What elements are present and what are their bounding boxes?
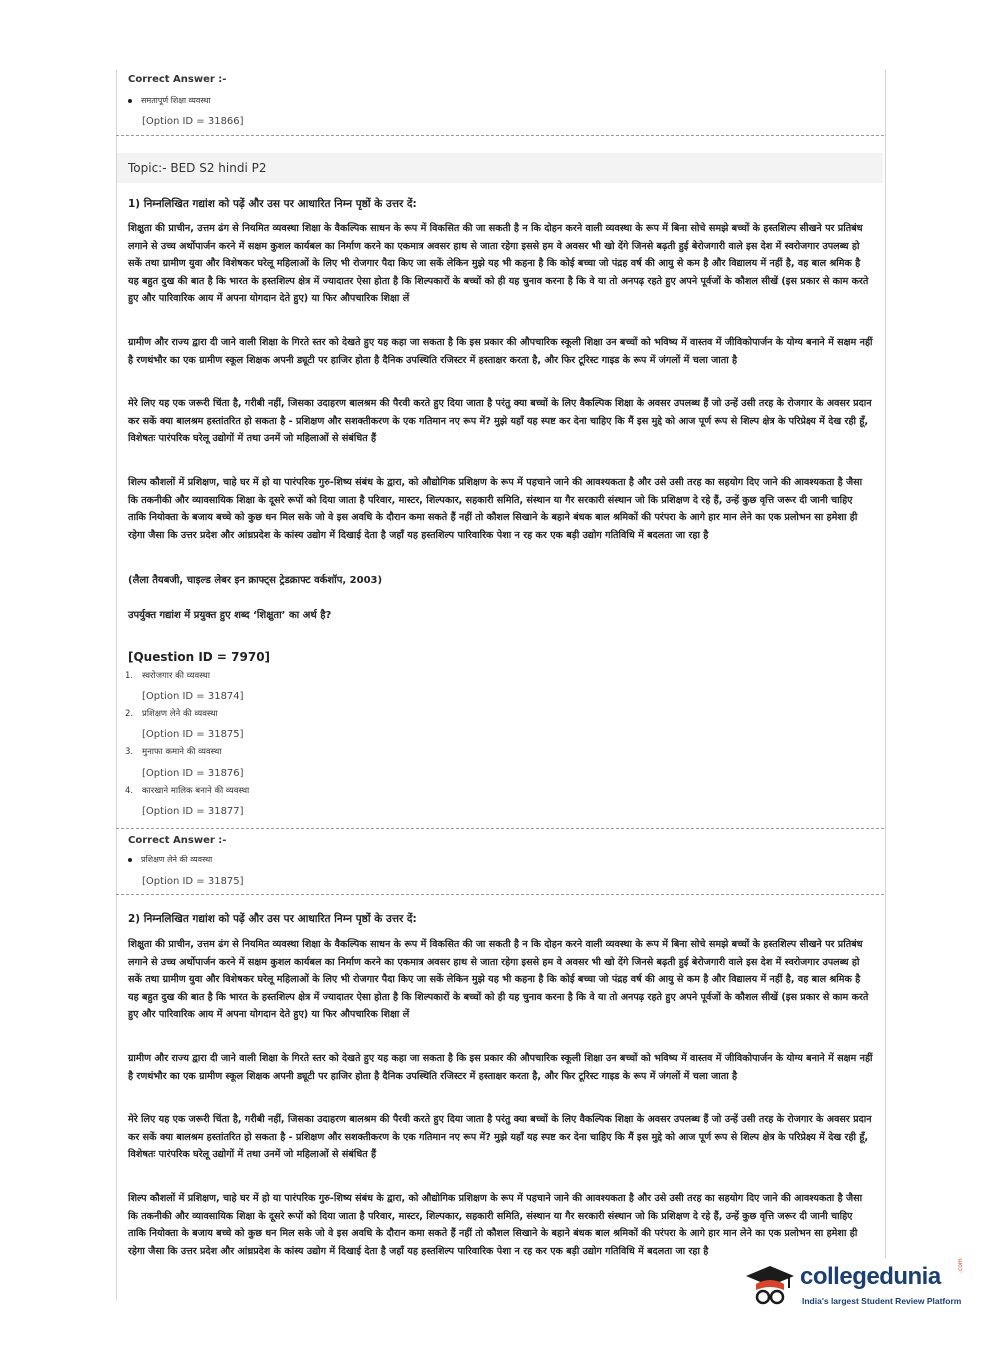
question-1-heading: 1) निम्नलिखित गद्यांश को पढ़ें और उस पर आधारित निम्न पृष्ठों के उत्तर दें: — [128, 198, 417, 210]
question-2-heading: 2) निम्नलिखित गद्यांश को पढ़ें और उस पर आधारित निम्न पृष्ठों के उत्तर दें: — [128, 913, 417, 925]
topic-title: Topic:- BED S2 hindi P2 — [128, 161, 267, 175]
question-1-text: उपर्युक्त गद्यांश में प्रयुक्त हुए शब्द ‘शिक्षुता’ का अर्थ है? — [128, 610, 332, 621]
option-1 — [125, 670, 210, 681]
option-number: 4. — [125, 786, 134, 796]
bullet-icon — [128, 99, 132, 103]
correct-answer-item — [128, 95, 211, 106]
option-3-id: [Option ID = 31876] — [142, 768, 244, 779]
question-1-paragraph: शिल्प कौशलों में प्रशिक्षण, चाहे घर में हो या पारंपरिक गुरु-शिष्य संबंध के द्वारा, को औद्योगिक प्रशिक्षण के रूप में पहचाने जाने की आवश्यकता है और उसे उसी तरह का सहयोग दिए जाने की आवश्यकता है जैसा कि तकनीकी और व्यावसायिक शिक्षा के दूसरे रूपों को दिया जाता है परिवार, मास्टर, शिल्पकार, सहकारी समिति, संस्थान या गैर सरकारी संस्थान जो कि प्रशिक्षण दे रहे हैं, उन्हें कुछ वृत्ति जरूर दी जानी चाहिए ताकि नियोक्ता के बजाय बच्चे को कुछ धन मिल सके जो वे इस अवधि के दौरान कमा सकते हैं नहीं तो कौशल सिखाने के बहाने बंधक बाल श्रमिकों की परंपरा के आगे हार मान लेने का एक प्रलोभन सा हमेशा ही रहेगा जैसा कि उत्तर प्रदेश और आंध्रप्रदेश के कांस्य उद्योग में दिखाई देता है जहाँ यह हस्तशिल्प पारिवारिक पेशा न रह कर एक बड़ी उद्योग गतिविधि में बदलता जा रहा है — [128, 477, 863, 541]
bullet-icon — [128, 858, 132, 862]
question-2-paragraph: शिक्षुता की प्राचीन, उत्तम ढंग से नियमित व्यवस्था शिक्षा के वैकल्पिक साधन के रूप में विकसित की जा सकती है न कि दोहन करने वाली व्यवस्था के रूप में बिना सोचे समझे बच्चों के हस्तशिल्प सीखने पर प्रतिबंध लगाने से उच्च अर्थोपार्जन करने में सक्षम कुशल कार्यबल का निर्माण करने का एकमात्र अवसर हाथ से जाता रहेगा इससे हम वे अवसर भी खो देंगे जिनसे बढ़ती हुई बेरोजगारी वाले इस देश में स्वरोजगार उपलब्ध हो सकें तथा ग्रामीण युवा और विशेषकर घरेलू महिलाओं के लिए भी रोजगार पैदा किए जा सकें लेकिन मुझे यह भी कहना है कि कोई बच्चा जो पंद्रह वर्ष की आयु से कम है और विद्यालय में नहीं है, वह बाल श्रमिक है यह बहुत दुख की बात है कि भारत के हस्तशिल्प क्षेत्र में ज्यादातर ऐसा होता है कि शिल्पकारों के बच्चों को ही यह चुनाव करना है कि वे या तो अनपढ़ रहते हुए अपने पूर्वजों के कौशल सीखें (इस प्रकार से काम करते हुए और पारिवारिक आय में अपना योगदान देते हुए) या फिर औपचारिक शिक्षा लें — [128, 939, 869, 1021]
option-2-id: [Option ID = 31875] — [142, 729, 244, 740]
option-3 — [125, 746, 221, 757]
question-1-id: [Question ID = 7970] — [128, 650, 271, 664]
question-2-paragraph: मेरे लिए यह एक जरूरी चिंता है, गरीबी नहीं, जिसका उदाहरण बालश्रम की पैरवी करते हुए दिया जाता है परंतु क्या बच्चों के लिए वैकल्पिक शिक्षा के अवसर उपलब्ध हैं जो उन्हें उसी तरह के रोजगार के अवसर प्रदान कर सकें क्या बालश्रम हस्तांतरित हो सकता है - प्रशिक्षण और सशक्तीकरण के एक गतिमान नए रूप में? मुझे यहाँ यह स्पष्ट कर देना चाहिए कि मैं इस मुद्दे को आज पूर्ण रूप से शिल्प क्षेत्र के परिप्रेक्ष्य में देख रही हूँ, विशेषतः पारंपरिक घरेलू उद्योगों में तथा उनमें जो महिलाओं से संबंधित हैं — [128, 1114, 872, 1161]
option-text: स्वरोजगार की व्यवस्था — [142, 671, 210, 681]
option-text: कारखाने मालिक बनाने की व्यवस्था — [142, 786, 250, 796]
option-text: मुनाफा कमाने की व्यवस्था — [142, 747, 222, 757]
divider — [116, 894, 884, 895]
question-2-paragraph: शिल्प कौशलों में प्रशिक्षण, चाहे घर में हो या पारंपरिक गुरु-शिष्य संबंध के द्वारा, को औद्योगिक प्रशिक्षण के रूप में पहचाने जाने की आवश्यकता है और उसे उसी तरह का सहयोग दिए जाने की आवश्यकता है जैसा कि तकनीकी और व्यावसायिक शिक्षा के दूसरे रूपों को दिया जाता है परिवार, मास्टर, शिल्पकार, सहकारी समिति, संस्थान या गैर सरकारी संस्थान जो कि प्रशिक्षण दे रहे हैं, उन्हें कुछ वृत्ति जरूर दी जानी चाहिए ताकि नियोक्ता के बजाय बच्चे को कुछ धन मिल सके जो वे इस अवधि के दौरान कमा सकते हैं नहीं तो कौशल सिखाने के बहाने बंधक बाल श्रमिकों की परंपरा के आगे हार मान लेने का एक प्रलोभन सा हमेशा ही रहेगा जैसा कि उत्तर प्रदेश और आंध्रप्रदेश के कांस्य उद्योग में दिखाई देता है जहाँ यह हस्तशिल्प पारिवारिक पेशा न रह कर एक बड़ी उद्योग गतिविधि में बदलता जा रहा है — [128, 1193, 863, 1257]
collegedunia-logo — [744, 1258, 969, 1320]
question-1-citation: (लैला तैयबजी, चाइल्ड लेबर इन क्राफ्ट्स ट्रेडक्राफ्ट वर्कशॉप, 2003) — [128, 575, 383, 586]
question-1-paragraph: मेरे लिए यह एक जरूरी चिंता है, गरीबी नहीं, जिसका उदाहरण बालश्रम की पैरवी करते हुए दिया जाता है परंतु क्या बच्चों के लिए वैकल्पिक शिक्षा के अवसर उपलब्ध हैं जो उन्हें उसी तरह के रोजगार के अवसर प्रदान कर सकें क्या बालश्रम हस्तांतरित हो सकता है - प्रशिक्षण और सशक्तीकरण के एक गतिमान नए रूप में? मुझे यहाँ यह स्पष्ट कर देना चाहिए कि मैं इस मुद्दे को आज पूर्ण रूप से शिल्प क्षेत्र के परिप्रेक्ष्य में देख रही हूँ, विशेषतः पारंपरिक घरेलू उद्योगों में तथा उनमें जो महिलाओं से संबंधित हैं — [128, 398, 872, 445]
correct-answer-text: समतापूर्ण शिक्षा व्यवस्था — [141, 96, 211, 105]
question-1-paragraph: ग्रामीण और राज्य द्वारा दी जाने वाली शिक्षा के गिरते स्तर को देखते हुए यह कहा जा सकता है कि इस प्रकार की औपचारिक स्कूली शिक्षा उन बच्चों को भविष्य में वास्तव में जीविकोपार्जन के योग्य बनाने में सक्षम नहीं है रणथंभौर का एक ग्रामीण स्कूल शिक्षक अपनी ड्यूटी पर हाजिर होता है दैनिक उपस्थिति रजिस्टर में हस्ताक्षर करता है, और फिर टूरिस्ट गाइड के रूप में जंगलों में चला जाता है — [128, 337, 873, 366]
correct-answer-text: प्रशिक्षण लेने की व्यवस्था — [141, 855, 213, 864]
correct-answer-item — [128, 854, 212, 865]
option-1-id: [Option ID = 31874] — [142, 691, 244, 702]
option-2 — [125, 708, 218, 719]
option-number: 3. — [125, 747, 134, 757]
correct-answer-label: Correct Answer :- — [128, 835, 227, 846]
option-number: 2. — [125, 709, 134, 719]
correct-answer-option-id: [Option ID = 31866] — [142, 116, 244, 127]
option-text: प्रशिक्षण लेने की व्यवस्था — [142, 709, 218, 719]
option-number: 1. — [125, 671, 134, 681]
brand-tagline: India's largest Student Review Platform — [802, 1296, 962, 1306]
question-2-paragraph: ग्रामीण और राज्य द्वारा दी जाने वाली शिक्षा के गिरते स्तर को देखते हुए यह कहा जा सकता है कि इस प्रकार की औपचारिक स्कूली शिक्षा उन बच्चों को भविष्य में वास्तव में जीविकोपार्जन के योग्य बनाने में सक्षम नहीं है रणथंभौर का एक ग्रामीण स्कूल शिक्षक अपनी ड्यूटी पर हाजिर होता है दैनिक उपस्थिति रजिस्टर में हस्ताक्षर करता है, और फिर टूरिस्ट गाइड के रूप में जंगलों में चला जाता है — [128, 1053, 873, 1082]
question-1-paragraph: शिक्षुता की प्राचीन, उत्तम ढंग से नियमित व्यवस्था शिक्षा के वैकल्पिक साधन के रूप में विकसित की जा सकती है न कि दोहन करने वाली व्यवस्था के रूप में बिना सोचे समझे बच्चों के हस्तशिल्प सीखने पर प्रतिबंध लगाने से उच्च अर्थोपार्जन करने में सक्षम कुशल कार्यबल का निर्माण करने का एकमात्र अवसर हाथ से जाता रहेगा इससे हम वे अवसर भी खो देंगे जिनसे बढ़ती हुई बेरोजगारी वाले इस देश में स्वरोजगार उपलब्ध हो सकें तथा ग्रामीण युवा और विशेषकर घरेलू महिलाओं के लिए भी रोजगार पैदा किए जा सकें लेकिन मुझे यह भी कहना है कि कोई बच्चा जो पंद्रह वर्ष की आयु से कम है और विद्यालय में नहीं है, वह बाल श्रमिक है यह बहुत दुख की बात है कि भारत के हस्तशिल्प क्षेत्र में ज्यादातर ऐसा होता है कि शिल्पकारों के बच्चों को ही यह चुनाव करना है कि वे या तो अनपढ़ रहते हुए अपने पूर्वजों के कौशल सीखें (इस प्रकार से काम करते हुए और पारिवारिक आय में अपना योगदान देते हुए) या फिर औपचारिक शिक्षा लें — [128, 223, 869, 305]
brand-name: collegedunia — [800, 1263, 941, 1290]
divider — [116, 135, 884, 136]
option-4-id: [Option ID = 31877] — [142, 806, 244, 817]
correct-answer-option-id: [Option ID = 31875] — [142, 876, 244, 887]
graduate-mascot-icon — [744, 1264, 796, 1308]
brand-domain: .com — [957, 1258, 964, 1273]
correct-answer-label: Correct Answer :- — [128, 74, 227, 85]
divider — [116, 828, 884, 829]
option-4 — [125, 785, 249, 796]
